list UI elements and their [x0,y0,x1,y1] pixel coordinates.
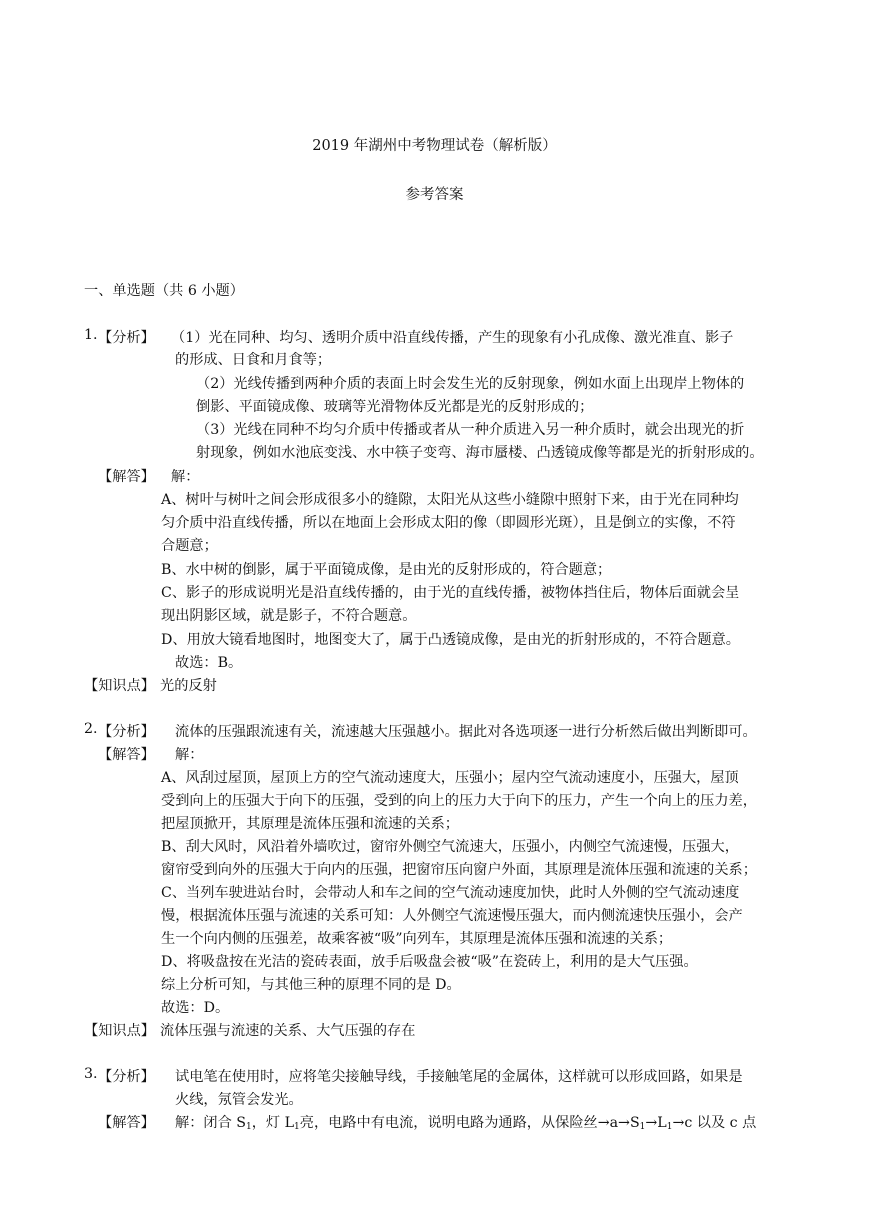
document-subtitle: 参考答案 [405,187,464,203]
analysis-text: （1）光在同种、均匀、透明介质中沿直线传播，产生的现象有小孔成像、激光准直、影子 [171,330,734,346]
answer-label: 【解答】 [98,469,155,485]
answer-text [175,1112,756,1132]
option-b-text: 窗帘受到向外的压强大于向内的压强，把窗帘压向窗户外面，其原理是流体压强和流速的关系； [161,862,757,878]
answer-label: 【解答】 [98,747,155,763]
question-number: 2. [84,721,98,737]
analysis-text: （3）光线在同种不均匀介质中传播或者从一种介质进入另一种介质时，就会出现光的折 [196,422,745,438]
analysis-label: 【分析】 [98,1069,155,1085]
option-c-text: 慢，根据流体压强与流速的关系可知：人外侧空气流速慢压强大，而内侧流速快压强小，会产 [161,908,743,924]
question-number: 1. [84,327,98,343]
answer-text-part: ，灯 L [251,1115,295,1131]
analysis-text: 试电笔在使用时，应将笔尖接触导线，手接触笔尾的金属体，这样就可以形成回路，如果是 [175,1069,743,1085]
option-a-text: 受到向上的压强大于向下的压强，受到的向上的压力大于向下的压力，产生一个向上的压力差， [161,793,757,809]
summary-text: 综上分析可知，与其他三种的原理不同的是 D。 [161,977,461,993]
analysis-label: 【分析】 [98,724,155,740]
subscript: 1 [639,1122,646,1132]
subscript: 1 [666,1122,673,1132]
option-a-text: A、风刮过屋顶，屋顶上方的空气流动速度大，压强小；屋内空气流动速度小，压强大，屋顶 [161,770,739,786]
analysis-text: 倒影、平面镜成像、玻璃等光滑物体反光都是光的反射形成的； [196,399,594,415]
option-b-text: B、水中树的倒影，属于平面镜成像，是由光的反射形成的，符合题意； [161,562,612,578]
option-d-text: D、用放大镜看地图时，地图变大了，属于凸透镜成像，是由光的折射形成的，不符合题意。 [161,632,740,648]
option-a-text: 把屋顶掀开，其原理是流体压强和流速的关系； [161,816,459,832]
subscript: 1 [245,1122,252,1132]
answer-label: 【解答】 [98,1115,155,1131]
answer-text-part: →c 以及 c 点 [672,1115,757,1131]
knowledge-point: 流体压强与流速的关系、大气压强的存在 [160,1023,416,1039]
option-d-text: D、将吸盘按在光洁的瓷砖表面，放手后吸盘会被“吸”在瓷砖上，利用的是大气压强。 [161,954,698,970]
option-c-text: 现出阴影区域，就是影子，不符合题意。 [161,608,417,624]
knowledge-point-label: 【知识点】 [84,1023,155,1039]
option-c-text: C、影子的形成说明光是沿直线传播的，由于光的直线传播，被物体挡住后，物体后面就会呈 [161,585,740,601]
final-choice: 故选：D。 [161,1000,230,1016]
option-a-text: A、树叶与树叶之间会形成很多小的缝隙，太阳光从这些小缝隙中照射下来，由于光在同种均 [161,492,739,508]
document-title: 2019 年湖州中考物理试卷（解析版） [312,138,557,154]
answer-text-part: 解：闭合 S [175,1115,246,1131]
option-a-text: 合题意； [161,538,218,554]
final-choice: 故选：B。 [175,655,243,671]
knowledge-point-label: 【知识点】 [84,678,155,694]
option-c-text: 生一个向内侧的压强差，故乘客被“吸”向列车，其原理是流体压强和流速的关系； [161,931,673,947]
analysis-text: 的形成、日食和月食等； [175,352,332,368]
option-c-text: C、当列车驶进站台时，会带动人和车之间的空气流动速度加快，此时人外侧的空气流动速度 [161,885,740,901]
answer-intro: 解： [175,747,204,763]
answer-text-part: →L [645,1115,667,1131]
section-heading: 一、单选题（共 6 小题） [84,283,244,299]
option-b-text: B、刮大风时，风沿着外墙吹过，窗帘外侧空气流速大，压强小，内侧空气流速慢，压强大， [161,839,739,855]
analysis-text: （2）光线传播到两种介质的表面上时会发生光的反射现象，例如水面上出现岸上物体的 [196,376,745,392]
analysis-text: 流体的压强跟流速有关，流速越大压强越小。据此对各选项逐一进行分析然后做出判断即可。 [175,724,757,740]
question-number: 3. [84,1066,98,1082]
analysis-label: 【分析】 [98,330,155,346]
analysis-text: 射现象，例如水池底变浅、水中筷子变弯、海市蜃楼、凸透镜成像等都是光的折射形成的。 [196,445,764,461]
option-a-text: 匀介质中沿直线传播，所以在地面上会形成太阳的像（即圆形光斑），且是倒立的实像，不符 [161,515,736,531]
answer-text-part: 亮，电路中有电流，说明电路为通路，从保险丝→a→S [299,1115,640,1131]
answer-intro: 解： [171,469,200,485]
subscript: 1 [294,1122,300,1132]
analysis-text: 火线，氖管会发光。 [175,1092,303,1108]
knowledge-point: 光的反射 [160,678,217,694]
